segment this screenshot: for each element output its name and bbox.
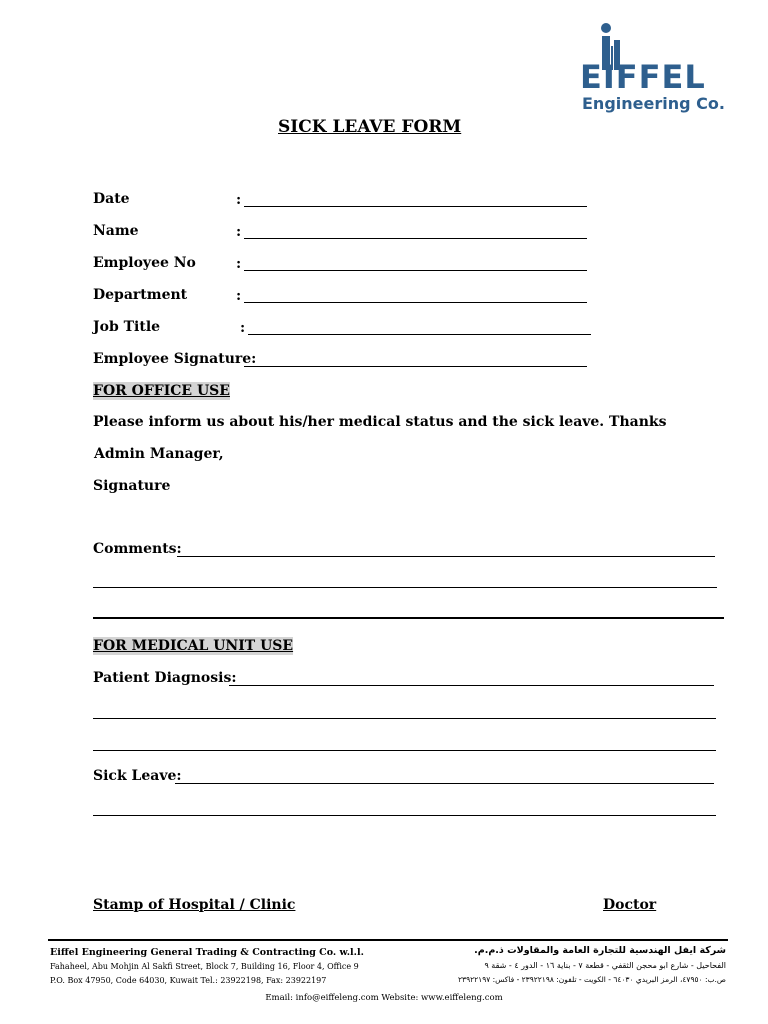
employee-no-field[interactable]	[244, 270, 587, 271]
department-field[interactable]	[244, 302, 587, 303]
office-signature-label: Signature	[93, 478, 171, 494]
job-title-field[interactable]	[248, 334, 591, 335]
footer-pobox: P.O. Box 47950, Code 64030, Kuwait Tel.: 23922198, Fax: 23922197	[50, 976, 327, 985]
admin-manager-label: Admin Manager,	[94, 446, 224, 462]
footer-arabic-company: شركة ايفل الهندسية للتجارة العامة والمقاولات ذ.م.م.	[474, 945, 726, 956]
employee-signature-field[interactable]	[244, 366, 587, 367]
comments-line-2[interactable]	[93, 587, 717, 588]
stamp-label: Stamp of Hospital / Clinic	[93, 897, 296, 913]
comments-label: Comments:	[93, 541, 182, 557]
footer-arabic-address: الفحاحيل - شارع ابو محجن الثقفي - قطعة ٧ - بناية ١٦ - الدور ٤ - شقة ٩	[484, 961, 726, 970]
sick-leave-line-2[interactable]	[93, 815, 716, 816]
name-label: Name	[93, 223, 139, 239]
name-field[interactable]	[244, 238, 587, 239]
footer-company: Eiffel Engineering General Trading & Contracting Co. w.l.l.	[50, 947, 364, 958]
form-title: SICK LEAVE FORM	[278, 117, 462, 137]
footer-address: Fahaheel, Abu Mohjin Al Sakfi Street, Block 7, Building 16, Floor 4, Office 9	[50, 962, 359, 971]
employee-no-colon: :	[236, 256, 242, 272]
employee-no-label: Employee No	[93, 255, 196, 271]
footer-contact: Email: info@eiffeleng.com Website: www.eiffeleng.com	[265, 993, 503, 1003]
sick-leave-field[interactable]	[175, 783, 714, 784]
diagnosis-line-3[interactable]	[93, 750, 716, 751]
section-divider	[93, 617, 724, 619]
office-message: Please inform us about his/her medical status and the sick leave. Thanks	[93, 414, 667, 430]
comments-field[interactable]	[177, 556, 715, 557]
job-title-colon: :	[240, 320, 246, 336]
name-colon: :	[236, 224, 242, 240]
footer-divider	[48, 939, 728, 941]
date-label: Date	[93, 191, 130, 207]
diagnosis-field[interactable]	[229, 685, 714, 686]
diagnosis-line-2[interactable]	[93, 718, 716, 719]
footer-arabic-pobox: ص.ب: ٤٧٩٥٠، الرمز البريدي ٦٤٠٣٠ - الكويت - تلفون: ٢٣٩٢٢١٩٨ - فاكس: ٢٣٩٢٢١٩٧	[458, 975, 726, 984]
department-colon: :	[236, 288, 242, 304]
date-field[interactable]	[244, 206, 587, 207]
employee-signature-label: Employee Signature:	[93, 351, 257, 367]
medical-use-heading: FOR MEDICAL UNIT USE	[93, 638, 294, 654]
logo-brand: EIFFEL	[580, 58, 706, 96]
date-colon: :	[236, 192, 242, 208]
doctor-label: Doctor	[603, 897, 657, 913]
job-title-label: Job Title	[93, 319, 161, 335]
department-label: Department	[93, 287, 188, 303]
office-use-heading: FOR OFFICE USE	[93, 383, 230, 399]
diagnosis-label: Patient Diagnosis:	[93, 670, 237, 686]
sick-leave-label: Sick Leave:	[93, 768, 182, 784]
company-logo	[578, 22, 728, 114]
logo-subtitle: Engineering Co.	[582, 94, 725, 113]
